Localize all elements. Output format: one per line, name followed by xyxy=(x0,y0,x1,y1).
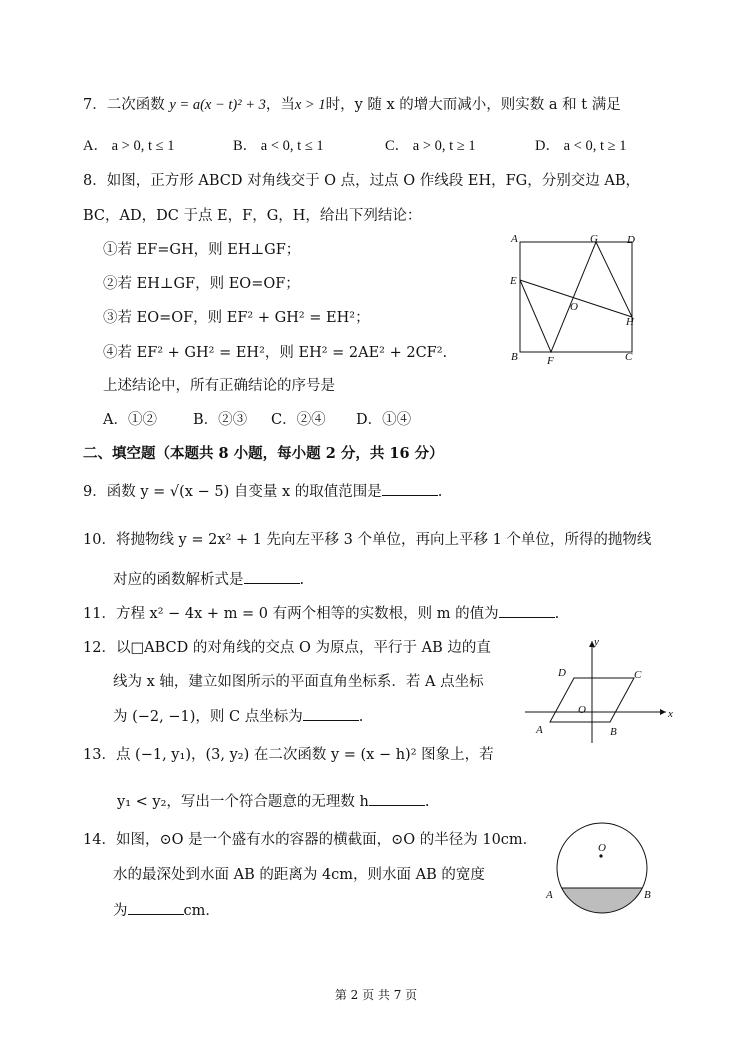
label-B: B xyxy=(610,726,617,738)
label-G: G xyxy=(590,233,598,245)
q12-line1: 12．以□ABCD 的对角线的交点 O 为原点，平行于 AB 边的直 xyxy=(83,640,491,656)
label-O: O xyxy=(570,301,578,313)
page-footer: 第 2 页 共 7 页 xyxy=(334,988,418,1002)
q12-answer-blank[interactable] xyxy=(303,706,359,721)
q14-circle-figure xyxy=(540,822,665,922)
q14-line2: 水的最深处到水面 AB 的距离为 4cm，则水面 AB 的宽度 xyxy=(113,867,485,883)
q8-line1: 8．如图，正方形 ABCD 对角线交于 O 点，过点 O 作线段 EH，FG，分别交边 AB， xyxy=(83,173,640,189)
label-B: B xyxy=(511,351,518,363)
q8-square-figure xyxy=(505,230,655,365)
label-A: A xyxy=(546,889,553,901)
label-O: O xyxy=(598,842,606,854)
q8-question: 上述结论中，所有正确结论的序号是 xyxy=(103,378,335,394)
q7-formula: y = a(x − t)² + 3 xyxy=(169,97,266,113)
q7-option-c: C． a > 0, t ≥ 1 xyxy=(385,138,476,154)
q7-option-d: D． a < 0, t ≥ 1 xyxy=(535,138,627,154)
q8-conclusion-2: ②若 EH⊥GF，则 EO=OF； xyxy=(103,276,300,292)
q8-option-b: B．②③ xyxy=(193,412,248,428)
q13-line2: y₁ < y₂，写出一个符合题意的无理数 h . xyxy=(117,791,429,812)
label-O: O xyxy=(578,704,586,716)
q8-option-d: D．①④ xyxy=(356,412,412,428)
q13-answer-blank[interactable] xyxy=(369,791,425,806)
q8-conclusion-3: ③若 EO=OF，则 EF² + GH² = EH²； xyxy=(103,310,370,326)
q10-line1: 10．将抛物线 y = 2x² + 1 先向左平移 3 个单位，再向上平移 1 个单位，所得的抛物线 xyxy=(83,532,652,548)
q7-option-a: A． a > 0, t ≤ 1 xyxy=(83,138,175,154)
q9-answer-blank[interactable] xyxy=(382,481,438,496)
q8-conclusion-4: ④若 EF² + GH² = EH²，则 EH² = 2AE² + 2CF². xyxy=(103,345,448,361)
q10-line2: 对应的函数解析式是 . xyxy=(113,569,304,590)
q11-answer-blank[interactable] xyxy=(499,603,555,618)
label-H: H xyxy=(626,316,634,328)
q12-line2: 线为 x 轴，建立如图所示的平面直角坐标系．若 A 点坐标 xyxy=(113,674,484,690)
q11: 11．方程 x² − 4x + m = 0 有两个相等的实数根，则 m 的值为 . xyxy=(83,603,559,624)
q10-answer-blank[interactable] xyxy=(244,569,300,584)
section-2-heading: 二、填空题（本题共 8 小题，每小题 2 分，共 16 分） xyxy=(83,445,444,462)
q12-line3: 为 (−2, −1)，则 C 点坐标为 . xyxy=(113,706,363,727)
label-E: E xyxy=(510,275,517,287)
label-B: B xyxy=(644,889,651,901)
axis-x-label: x xyxy=(668,708,673,720)
q7-stem: 7．二次函数 y = a(x − t)² + 3，当x > 1时，y 随 x 的增大而减小，则实数 a 和 t 满足 xyxy=(83,97,621,113)
label-A: A xyxy=(511,233,518,245)
label-C: C xyxy=(625,351,633,363)
q14-line1: 14．如图，⊙O 是一个盛有水的容器的横截面，⊙O 的半径为 10cm． xyxy=(83,832,538,848)
q8-conclusion-1: ①若 EF=GH，则 EH⊥GF； xyxy=(103,242,301,258)
axis-y-label: y xyxy=(594,636,599,648)
label-A: A xyxy=(536,724,543,736)
q8-line2: BC，AD，DC 于点 E，F，G，H，给出下列结论： xyxy=(83,208,422,224)
label-D: D xyxy=(558,667,566,679)
q13-line1: 13．点 (−1, y₁)，(3, y₂) 在二次函数 y = (x − h)² 图象上，若 xyxy=(83,747,494,763)
q14-line3: 为 cm． xyxy=(113,900,220,921)
q7-option-b: B． a < 0, t ≤ 1 xyxy=(233,138,324,154)
label-C: C xyxy=(634,669,642,681)
q14-answer-blank[interactable] xyxy=(128,900,184,915)
label-D: D xyxy=(627,234,635,246)
label-F: F xyxy=(547,355,554,365)
q9: 9．函数 y = √(x − 5) 自变量 x 的取值范围是 . xyxy=(83,481,442,502)
q12-coordinate-figure xyxy=(520,635,675,747)
q8-option-a: A．①② xyxy=(103,412,157,428)
q8-option-c: C．②④ xyxy=(271,412,326,428)
